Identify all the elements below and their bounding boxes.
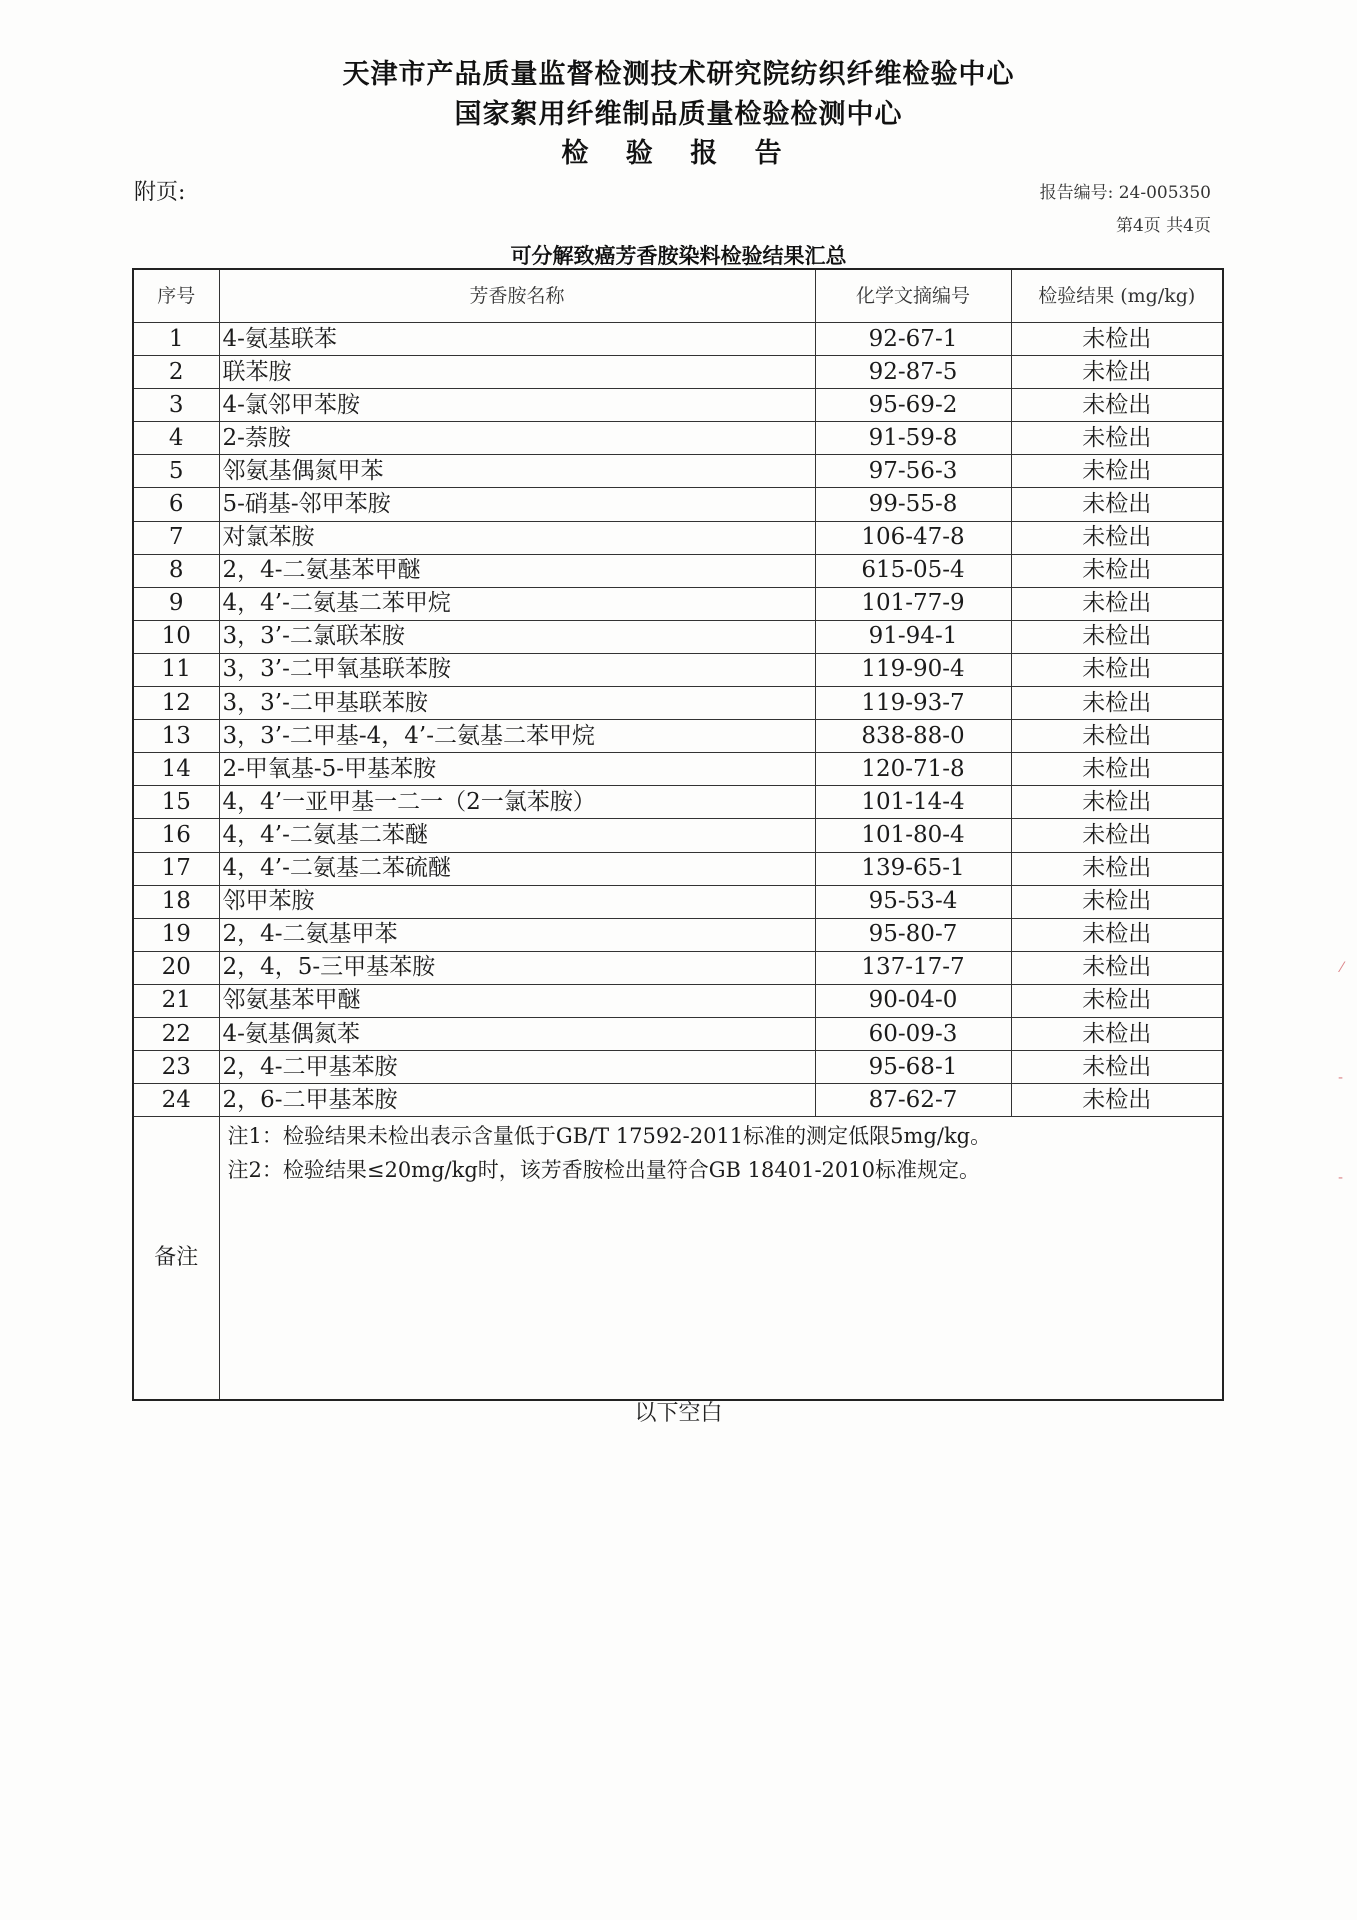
table-row — [133, 521, 1223, 554]
cas-number: 101-77-9 — [815, 587, 1011, 620]
appendix-label: 附页: — [134, 180, 186, 205]
org-name-line1: 天津市产品质量监督检测技术研究院纺织纤维检验中心 — [342, 59, 1015, 90]
amine-name: 2，6-二甲基苯胺 — [219, 1084, 815, 1117]
row-number: 11 — [133, 653, 219, 686]
test-result: 未检出 — [1011, 687, 1223, 720]
amine-name: 4，4’一亚甲基一二一（2一氯苯胺） — [219, 786, 815, 819]
cas-number: 92-67-1 — [815, 323, 1011, 356]
test-result: 未检出 — [1011, 885, 1223, 918]
row-number: 16 — [133, 819, 219, 852]
row-number: 3 — [133, 389, 219, 422]
org-name-line2: 国家絮用纤维制品质量检验检测中心 — [454, 99, 903, 130]
note-2: 注2：检验结果≤20mg/kg时，该芳香胺检出量符合GB 18401-2010标准规定。 — [227, 1158, 981, 1183]
amine-name: 4-氯邻甲苯胺 — [219, 389, 815, 422]
row-number: 2 — [133, 356, 219, 389]
amine-name: 4-氨基偶氮苯 — [219, 1017, 815, 1050]
amine-name: 对氯苯胺 — [219, 521, 815, 554]
table-row — [133, 687, 1223, 720]
notes-row — [133, 1117, 1223, 1401]
table-body — [133, 323, 1223, 1401]
row-number: 4 — [133, 422, 219, 455]
seal-fragment-mark: ‑ — [1337, 1170, 1343, 1186]
table-row — [133, 786, 1223, 819]
test-result: 未检出 — [1011, 951, 1223, 984]
table-title: 可分解致癌芳香胺染料检验结果汇总 — [510, 244, 847, 268]
test-result: 未检出 — [1011, 786, 1223, 819]
cas-number: 615-05-4 — [815, 554, 1011, 587]
cas-number: 139-65-1 — [815, 852, 1011, 885]
notes-cell — [219, 1117, 1223, 1401]
amine-name: 4，4’-二氨基二苯硫醚 — [219, 852, 815, 885]
table-row — [133, 984, 1223, 1017]
cas-number: 97-56-3 — [815, 455, 1011, 488]
cas-number: 99-55-8 — [815, 488, 1011, 521]
amine-name: 4-氨基联苯 — [219, 323, 815, 356]
seal-fragment-mark: ⁄ — [1340, 960, 1343, 976]
amine-name: 3，3’-二甲基-4，4’-二氨基二苯甲烷 — [219, 720, 815, 753]
row-number: 1 — [133, 323, 219, 356]
test-result: 未检出 — [1011, 819, 1223, 852]
column-header-cas: 化学文摘编号 — [815, 269, 1011, 323]
test-result: 未检出 — [1011, 1017, 1223, 1050]
document-title: 检 验 报 告 — [561, 138, 796, 169]
table-row — [133, 455, 1223, 488]
amine-name: 2，4-二氨基苯甲醚 — [219, 554, 815, 587]
row-number: 17 — [133, 852, 219, 885]
amine-name: 3，3’-二氯联苯胺 — [219, 620, 815, 653]
cas-number: 91-59-8 — [815, 422, 1011, 455]
test-result: 未检出 — [1011, 587, 1223, 620]
cas-number: 95-53-4 — [815, 885, 1011, 918]
cas-number: 95-69-2 — [815, 389, 1011, 422]
amine-name: 3，3’-二甲氧基联苯胺 — [219, 653, 815, 686]
table-row — [133, 753, 1223, 786]
test-result: 未检出 — [1011, 852, 1223, 885]
table-row — [133, 389, 1223, 422]
cas-number: 838-88-0 — [815, 720, 1011, 753]
cas-number: 119-90-4 — [815, 653, 1011, 686]
test-result: 未检出 — [1011, 918, 1223, 951]
page-info: 第4页 共4页 — [1115, 216, 1211, 236]
test-result: 未检出 — [1011, 554, 1223, 587]
amine-name: 4，4’-二氨基二苯甲烷 — [219, 587, 815, 620]
note-1: 注1：检验结果未检出表示含量低于GB/T 17592-2011标准的测定低限5mg/kg。 — [227, 1124, 992, 1149]
amine-name: 4，4’-二氨基二苯醚 — [219, 819, 815, 852]
amine-name: 2，4-二氨基甲苯 — [219, 918, 815, 951]
cas-number: 95-68-1 — [815, 1051, 1011, 1084]
table-row — [133, 620, 1223, 653]
table-row — [133, 1084, 1223, 1117]
table-row — [133, 422, 1223, 455]
cas-number: 101-80-4 — [815, 819, 1011, 852]
test-result: 未检出 — [1011, 753, 1223, 786]
row-number: 14 — [133, 753, 219, 786]
amine-name: 2-萘胺 — [219, 422, 815, 455]
table-row — [133, 1017, 1223, 1050]
notes-label: 备注 — [133, 1117, 219, 1401]
test-result: 未检出 — [1011, 356, 1223, 389]
blank-below-marker: 以下空白 — [634, 1401, 723, 1426]
column-header-result: 检验结果 (mg/kg) — [1011, 269, 1223, 323]
test-result: 未检出 — [1011, 1084, 1223, 1117]
test-result: 未检出 — [1011, 653, 1223, 686]
cas-number: 137-17-7 — [815, 951, 1011, 984]
row-number: 24 — [133, 1084, 219, 1117]
test-result: 未检出 — [1011, 455, 1223, 488]
row-number: 10 — [133, 620, 219, 653]
test-result: 未检出 — [1011, 984, 1223, 1017]
test-result: 未检出 — [1011, 389, 1223, 422]
row-number: 5 — [133, 455, 219, 488]
cas-number: 90-04-0 — [815, 984, 1011, 1017]
row-number: 9 — [133, 587, 219, 620]
amine-name: 邻氨基偶氮甲苯 — [219, 455, 815, 488]
row-number: 15 — [133, 786, 219, 819]
row-number: 20 — [133, 951, 219, 984]
row-number: 6 — [133, 488, 219, 521]
cas-number: 119-93-7 — [815, 687, 1011, 720]
test-result: 未检出 — [1011, 488, 1223, 521]
seal-fragment-mark: ‐ — [1337, 1070, 1343, 1086]
table-row — [133, 587, 1223, 620]
table-row — [133, 323, 1223, 356]
test-result: 未检出 — [1011, 720, 1223, 753]
row-number: 8 — [133, 554, 219, 587]
test-result: 未检出 — [1011, 1051, 1223, 1084]
table-row — [133, 1051, 1223, 1084]
table-row — [133, 852, 1223, 885]
cas-number: 87-62-7 — [815, 1084, 1011, 1117]
table-row — [133, 720, 1223, 753]
test-result: 未检出 — [1011, 323, 1223, 356]
cas-number: 92-87-5 — [815, 356, 1011, 389]
amine-name: 5-硝基-邻甲苯胺 — [219, 488, 815, 521]
table-row — [133, 819, 1223, 852]
row-number: 23 — [133, 1051, 219, 1084]
row-number: 12 — [133, 687, 219, 720]
cas-number: 101-14-4 — [815, 786, 1011, 819]
table-row — [133, 356, 1223, 389]
cas-number: 106-47-8 — [815, 521, 1011, 554]
row-number: 18 — [133, 885, 219, 918]
amine-name: 2，4-二甲基苯胺 — [219, 1051, 815, 1084]
test-result: 未检出 — [1011, 620, 1223, 653]
amine-name: 3，3’-二甲基联苯胺 — [219, 687, 815, 720]
row-number: 13 — [133, 720, 219, 753]
table-header-row — [133, 269, 1223, 323]
table-row — [133, 885, 1223, 918]
cas-number: 95-80-7 — [815, 918, 1011, 951]
table-row — [133, 918, 1223, 951]
amine-name: 2-甲氧基-5-甲基苯胺 — [219, 753, 815, 786]
results-table — [132, 268, 1224, 1401]
column-header-no: 序号 — [133, 269, 219, 323]
amine-name: 2，4，5-三甲基苯胺 — [219, 951, 815, 984]
cas-number: 120-71-8 — [815, 753, 1011, 786]
test-result: 未检出 — [1011, 422, 1223, 455]
amine-name: 邻甲苯胺 — [219, 885, 815, 918]
row-number: 19 — [133, 918, 219, 951]
cas-number: 60-09-3 — [815, 1017, 1011, 1050]
row-number: 21 — [133, 984, 219, 1017]
table-row — [133, 653, 1223, 686]
table-row — [133, 554, 1223, 587]
amine-name: 联苯胺 — [219, 356, 815, 389]
table-row — [133, 951, 1223, 984]
cas-number: 91-94-1 — [815, 620, 1011, 653]
amine-name: 邻氨基苯甲醚 — [219, 984, 815, 1017]
column-header-name: 芳香胺名称 — [219, 269, 815, 323]
report-number: 报告编号: 24-005350 — [1039, 183, 1211, 203]
row-number: 7 — [133, 521, 219, 554]
table-row — [133, 488, 1223, 521]
row-number: 22 — [133, 1017, 219, 1050]
test-result: 未检出 — [1011, 521, 1223, 554]
